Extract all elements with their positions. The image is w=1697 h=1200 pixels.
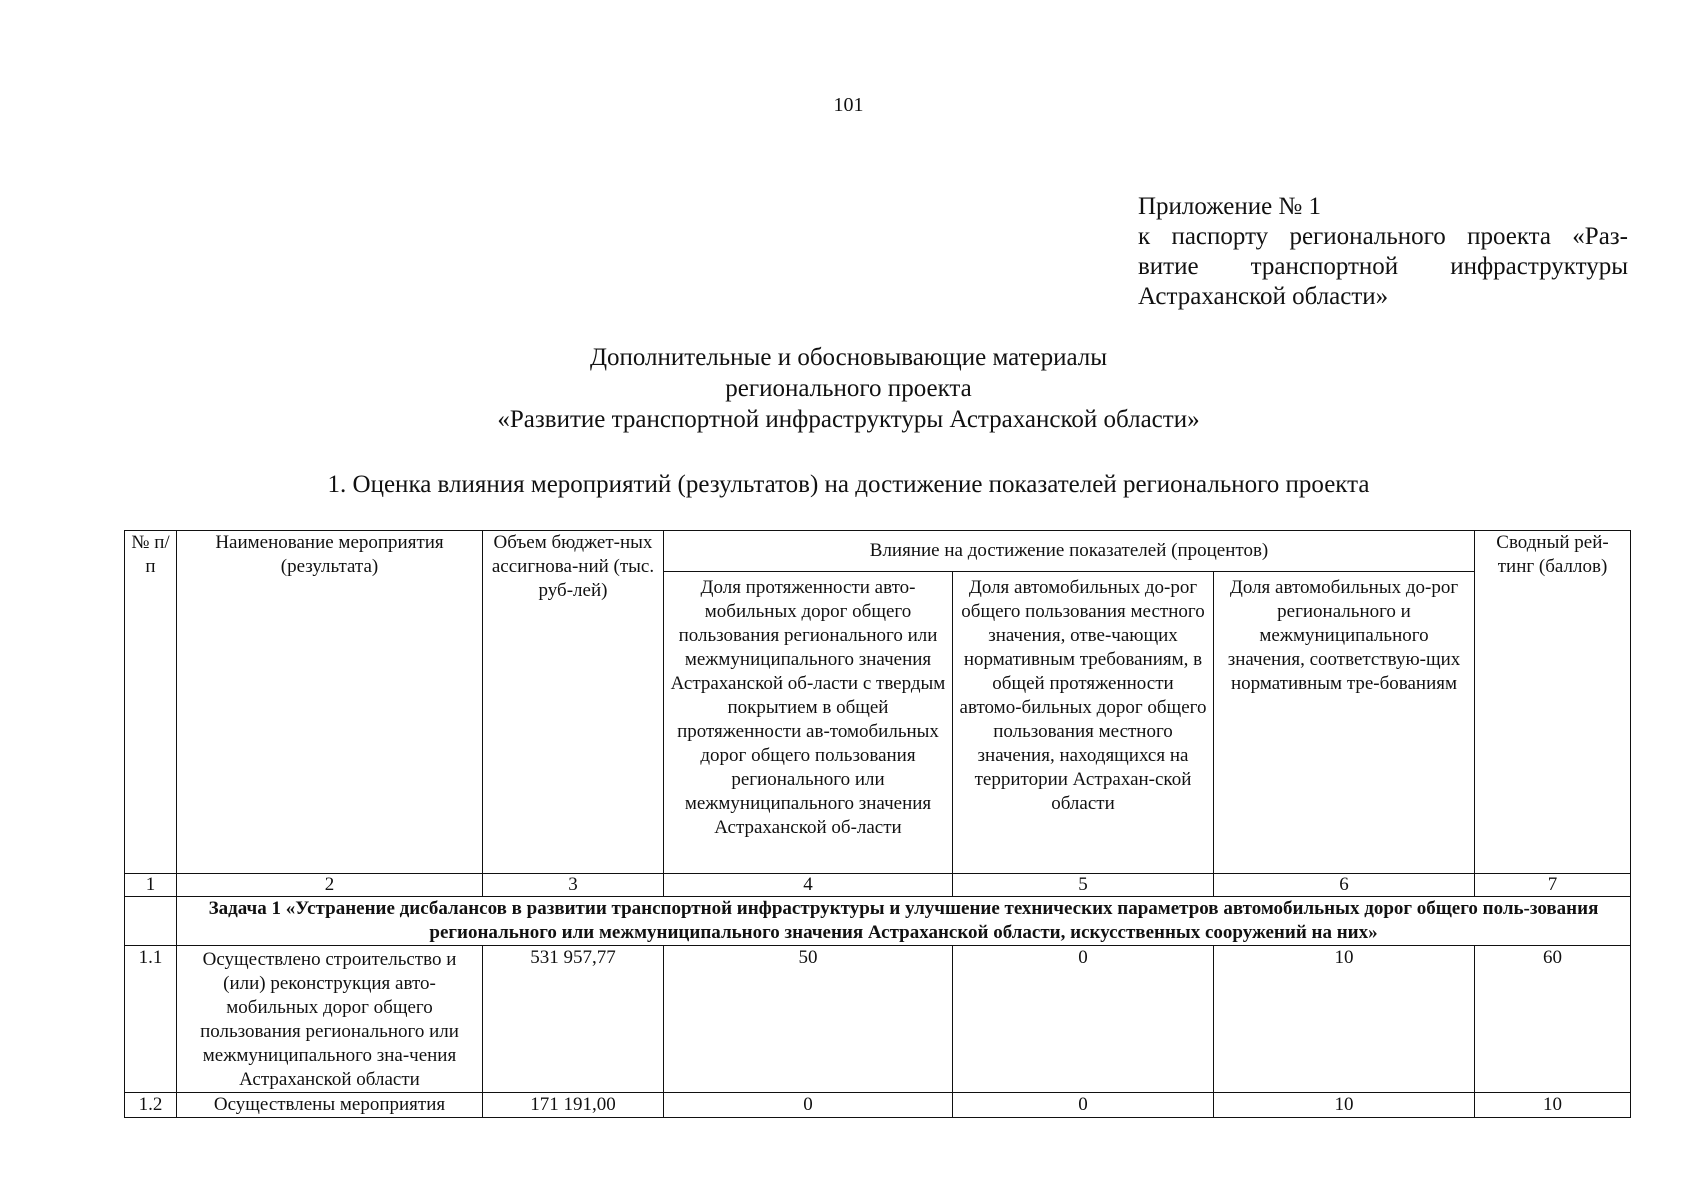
header-col-4: Доля протяженности авто-мобильных дорог общего пользования регионального или межмуниципального значения Астраханской об-ласти с твердым покрытием в общей протяженности ав-томобильных дорог общего пользования регионального или межмуниципального значения Астраханской об-ласти bbox=[664, 572, 953, 874]
appendix-note bbox=[1138, 192, 1628, 312]
column-number: 2 bbox=[177, 874, 483, 897]
row-budget: 171 191,00 bbox=[483, 1093, 664, 1118]
appendix-line-1: Приложение № 1 bbox=[1138, 193, 1322, 220]
row-name: Осуществлено строительство и (или) реконструкция авто-мобильных дорог общего пользования регионального или межмуниципального зна-чения Астраханской области bbox=[177, 946, 483, 1093]
document-title bbox=[0, 342, 1697, 435]
header-impact: Влияние на достижение показателей (процентов) bbox=[664, 531, 1475, 572]
task-cell bbox=[177, 897, 1631, 946]
task-num-cell bbox=[125, 897, 177, 946]
row-value-6: 10 bbox=[1214, 946, 1475, 1093]
document-title-line-3: «Развитие транспортной инфраструктуры Астраханской области» bbox=[497, 406, 1200, 433]
header-col-6: Доля автомобильных до-рог регионального и межмуниципального значения, соответствую-щих нормативным тре-бованиям bbox=[1214, 572, 1475, 874]
header-name: Наименование мероприятия (результата) bbox=[177, 531, 483, 874]
document-title-line-2: регионального проекта bbox=[725, 375, 972, 402]
column-number: 5 bbox=[953, 874, 1214, 897]
document-title-line-1: Дополнительные и обосновывающие материалы bbox=[589, 344, 1108, 371]
header-rating: Сводный рей-тинг (баллов) bbox=[1475, 531, 1631, 874]
row-rating: 60 bbox=[1475, 946, 1631, 1093]
table-row bbox=[125, 1093, 1631, 1118]
table-row bbox=[125, 946, 1631, 1093]
column-number: 1 bbox=[125, 874, 177, 897]
column-number: 3 bbox=[483, 874, 664, 897]
row-value-5: 0 bbox=[953, 1093, 1214, 1118]
appendix-line-2: к паспорту регионального проекта «Раз- bbox=[1138, 223, 1628, 250]
row-value-6: 10 bbox=[1214, 1093, 1475, 1118]
header-budget: Объем бюджет-ных ассигнова-ний (тыс. руб-лей) bbox=[483, 531, 664, 874]
row-value-4: 0 bbox=[664, 1093, 953, 1118]
column-number: 7 bbox=[1475, 874, 1631, 897]
row-budget: 531 957,77 bbox=[483, 946, 664, 1093]
row-value-5: 0 bbox=[953, 946, 1214, 1093]
header-row-1 bbox=[125, 531, 1631, 572]
task-text: Задача 1 «Устранение дисбалансов в развитии транспортной инфраструктуры и улучшение технических параметров автомобильных дорог общего поль-зования регионального или межмуниципального значения Астраханской области, искусственных сооружений на них» bbox=[208, 898, 1599, 943]
row-num: 1.1 bbox=[125, 946, 177, 1093]
column-number: 4 bbox=[664, 874, 953, 897]
header-num: № п/п bbox=[125, 531, 177, 874]
appendix-line-4: Астраханской области» bbox=[1138, 283, 1389, 310]
column-number: 6 bbox=[1214, 874, 1475, 897]
row-name: Осуществлены мероприятия bbox=[177, 1093, 483, 1118]
impact-table bbox=[124, 530, 1631, 1118]
row-rating: 10 bbox=[1475, 1093, 1631, 1118]
row-num: 1.2 bbox=[125, 1093, 177, 1118]
header-col-5: Доля автомобильных до-рог общего пользования местного значения, отве-чающих нормативным требованиям, в общей протяженности автомо-бильных дорог общего пользования местного значения, находящихся на территории Астрахан-ской области bbox=[953, 572, 1214, 874]
column-number-row bbox=[125, 874, 1631, 897]
task-row bbox=[125, 897, 1631, 946]
row-value-4: 50 bbox=[664, 946, 953, 1093]
section-title: 1. Оценка влияния мероприятий (результатов) на достижение показателей регионального проекта bbox=[327, 471, 1370, 498]
page-number: 101 bbox=[833, 94, 864, 116]
appendix-line-3: витие транспортной инфраструктуры bbox=[1138, 253, 1628, 280]
